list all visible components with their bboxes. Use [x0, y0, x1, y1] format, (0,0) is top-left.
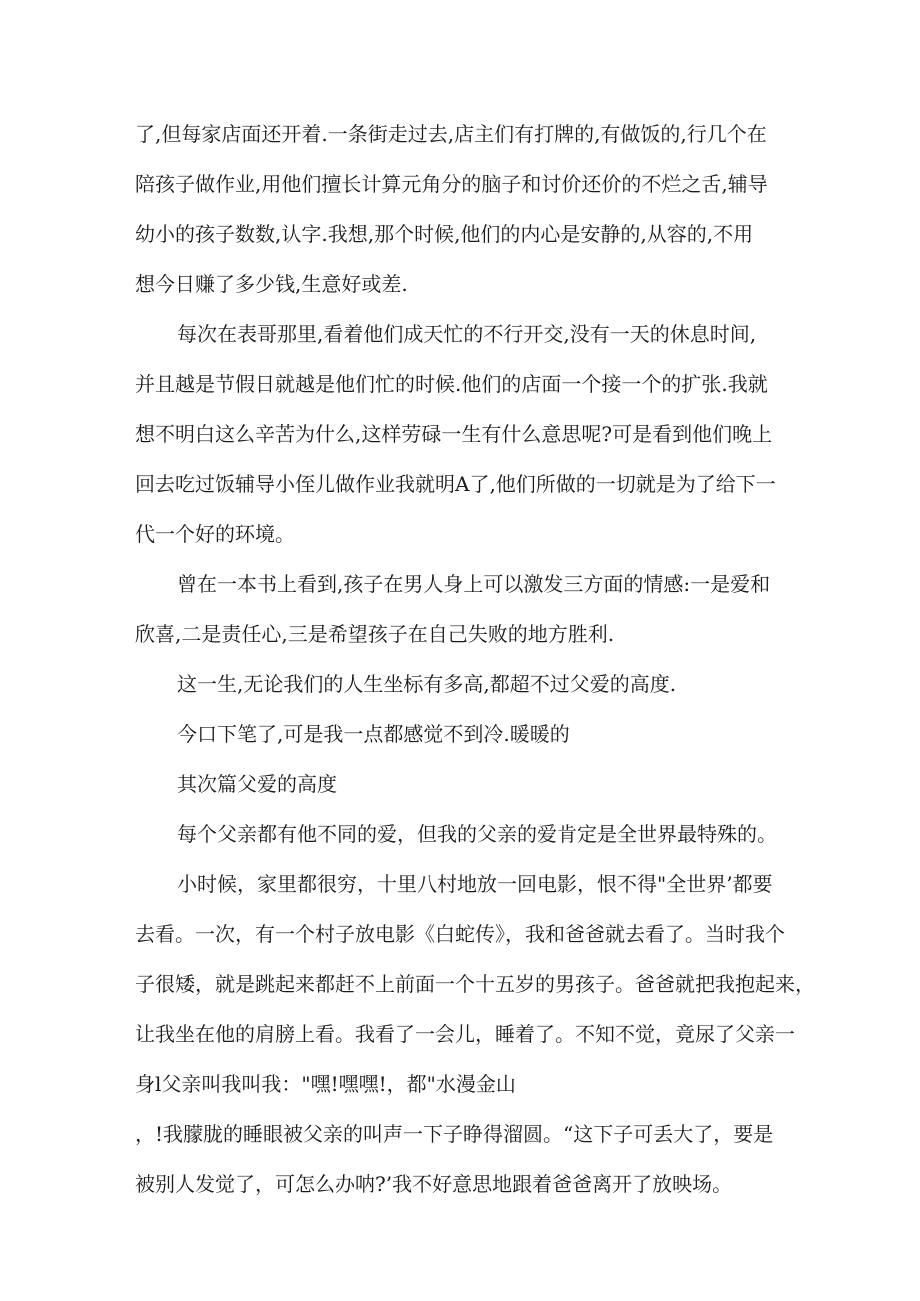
- text-line: 小时候，家里都很穷，十里八村地放一回电影，恨不得"全世界’都要: [177, 872, 773, 896]
- text-line: 去看。一次，有一个村子放电影《白蛇传》，我和爸爸就去看了。当时我个: [135, 922, 785, 946]
- text-line: 陪孩子做作业,用他们擅长计算元角分的脑子和讨价还价的不烂之舌,辅导: [135, 172, 768, 196]
- text-line: 回去吃过饭辅导小侄儿做作业我就明A了,他们所做的一切就是为了给下一: [135, 472, 776, 496]
- text-line: 今口下笔了,可是我一点都感觉不到冷.暖暖的: [177, 722, 570, 746]
- text-line: 子很矮，就是跳起来都赶不上前面一个十五岁的男孩子。爸爸就把我抱起来，: [135, 972, 815, 996]
- text-line: 每个父亲都有他不同的爱，但我的父亲的爱肯定是全世界最特殊的。: [177, 822, 777, 846]
- text-line: 想不明白这么辛苦为什么,这样劳碌一生有什么意思呢?可是看到他们晚上: [135, 422, 773, 446]
- text-line: ，!我朦胧的睡眼被父亲的叫声一下子睁得溜圆。“这下子可丢大了，要是: [135, 1122, 774, 1146]
- text-line: 这一生,无论我们的人生坐标有多高,都超不过父爱的高度.: [177, 672, 677, 696]
- text-line: 欣喜,二是责任心,三是希望孩子在自己失败的地方胜利.: [135, 622, 615, 646]
- text-line: 被别人发觉了，可怎么办呐?’我不好意思地跟着爸爸离开了放映场。: [135, 1172, 733, 1196]
- text-line: 身l父亲叫我叫我："嘿!嘿嘿!，都"水漫金山: [135, 1072, 516, 1096]
- text-line: 想今日赚了多少钱,生意好或差.: [135, 272, 408, 296]
- section-heading: 其次篇父爱的高度: [177, 772, 337, 796]
- text-line: 并且越是节假日就越是他们忙的时候.他们的店面一个接一个的扩张.我就: [135, 372, 768, 396]
- text-line: 了,但每家店面还开着.一条街走过去,店主们有打牌的,有做饭的,行几个在: [135, 122, 767, 146]
- text-line: 代一个好的环境。: [135, 522, 295, 546]
- text-line: 幼小的孩子数数,认字.我想,那个时候,他们的内心是安静的,从容的,不用: [135, 222, 754, 246]
- text-line: 曾在一本书上看到,孩子在男人身上可以激发三方面的情感:一是爱和: [177, 572, 771, 596]
- text-line: 每次在表哥那里,看着他们成天忙的不行开交,没有一天的休息时间,: [177, 322, 757, 346]
- text-line: 让我坐在他的肩膀上看。我看了一会儿，睡着了。不知不觉，竟尿了父亲一: [135, 1022, 795, 1046]
